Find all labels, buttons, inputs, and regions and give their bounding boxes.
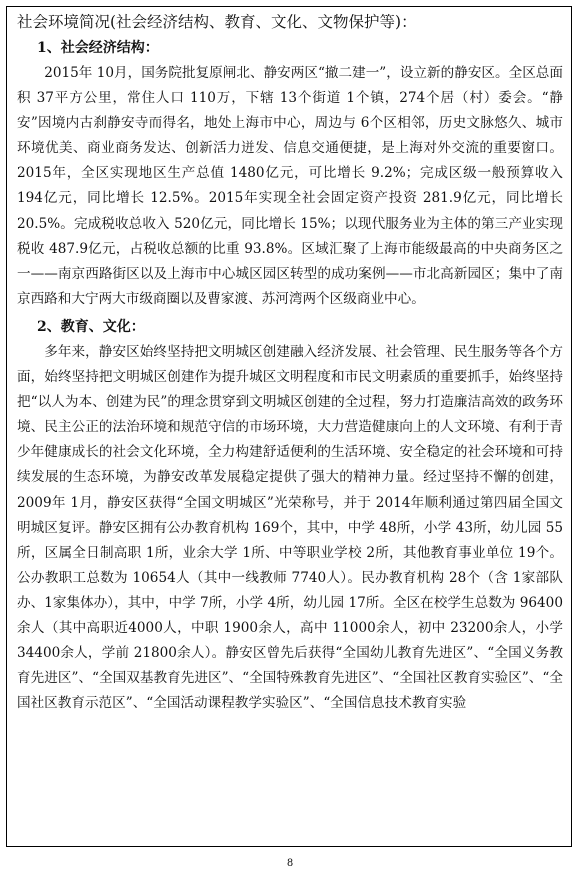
page-frame (6, 6, 572, 847)
paragraph-education-culture: 多年来，静安区始终坚持把文明城区创建融入经济发展、社会管理、民生服务等各个方面，始终坚持把文明城区创建作为提升城区文明程度和市民文明素质的重要抓手，始终坚持把“以人为本、创建为民”的理念贯穿到文明城区创建的全过程，努力打造廉洁高效的政务环境、民主公正的法治环境和规范守信的市场环境，大力营造健康向上的人文环境、有利于青少年健康成长的社会文化环境，全力构建舒适便利的生活环境、安全稳定的社会环境和可持续发展的生态环境，为静安改革发展稳定提供了强大的精神力量。经过坚持不懈的创建，2009年 1月，静安区获得“全国文明城区”光荣称号，并于 2014年顺利通过第四届全国文明城区复评。静安区拥有公办教育机构 169个，其中，中学 48所，小学 43所，幼儿园 55所，区属全日制高职 1所，业余大学 1所、中等职业学校 2所，其他教育事业单位 19个。公办教职工总数为 10654人（其中一线教师 7740人）。民办教育机构 28个（含 1家部队办、1家集体办），其中，中学 7所，小学 4所，幼儿园 17所。全区在校学生总数为 96400余人（其中高职近4000人，中职 1900余人，高中 11000余人，初中 23200余人，小学 34400余人，学前 21800余人）。静安区曾先后获得“全国幼儿教育先进区”、“全国义务教育先进区”、“全国双基教育先进区”、“全国特殊教育先进区”、“全国社区教育实验区”、“全国社区教育示范区”、“全国活动课程教学实验区”、“全国信息技术教育实验 (17, 343, 563, 712)
heading-economic-structure: 1、社会经济结构： (37, 40, 159, 56)
document-body (17, 11, 563, 716)
paragraph-economic-structure: 2015年 10月，国务院批复原闸北、静安两区“撤二建一”，设立新的静安区。全区总面积 37平方公里，常住人口 110万，下辖 13个街道 1个镇，274个居（村）委会。“静安”因境内古刹静安寺而得名，地处上海市中心，周边与 6个区相邻，历史文脉悠久、城市环境优美、商业商务发达、创新活力迸发、信息交通便捷，是上海对外交流的重要窗口。2015年，全区实现地区生产总值 1480亿元，可比增长 9.2%；完成区级一般预算收入 194亿元，同比增长 12.5%。2015年实现全社会固定资产投资 281.9亿元，同比增长 20.5%。完成税收总收入 520亿元，同比增长 15%；以现代服务业为主体的第三产业实现税收 487.9亿元，占税收总额的比重 93.8%。区域汇聚了上海市能级最高的中央商务区之一——南京西路街区以及上海市中心城区园区转型的成功案例——市北高新园区；集中了南京西路和大宁两大市级商圈以及曹家渡、苏河湾两个区级商业中心。 (17, 65, 563, 307)
section-title: 社会环境简况(社会经济结构、教育、文化、文物保护等)： (17, 13, 417, 31)
heading-education-culture: 2、教育、文化： (37, 318, 145, 335)
page-number: 8 (286, 858, 294, 869)
